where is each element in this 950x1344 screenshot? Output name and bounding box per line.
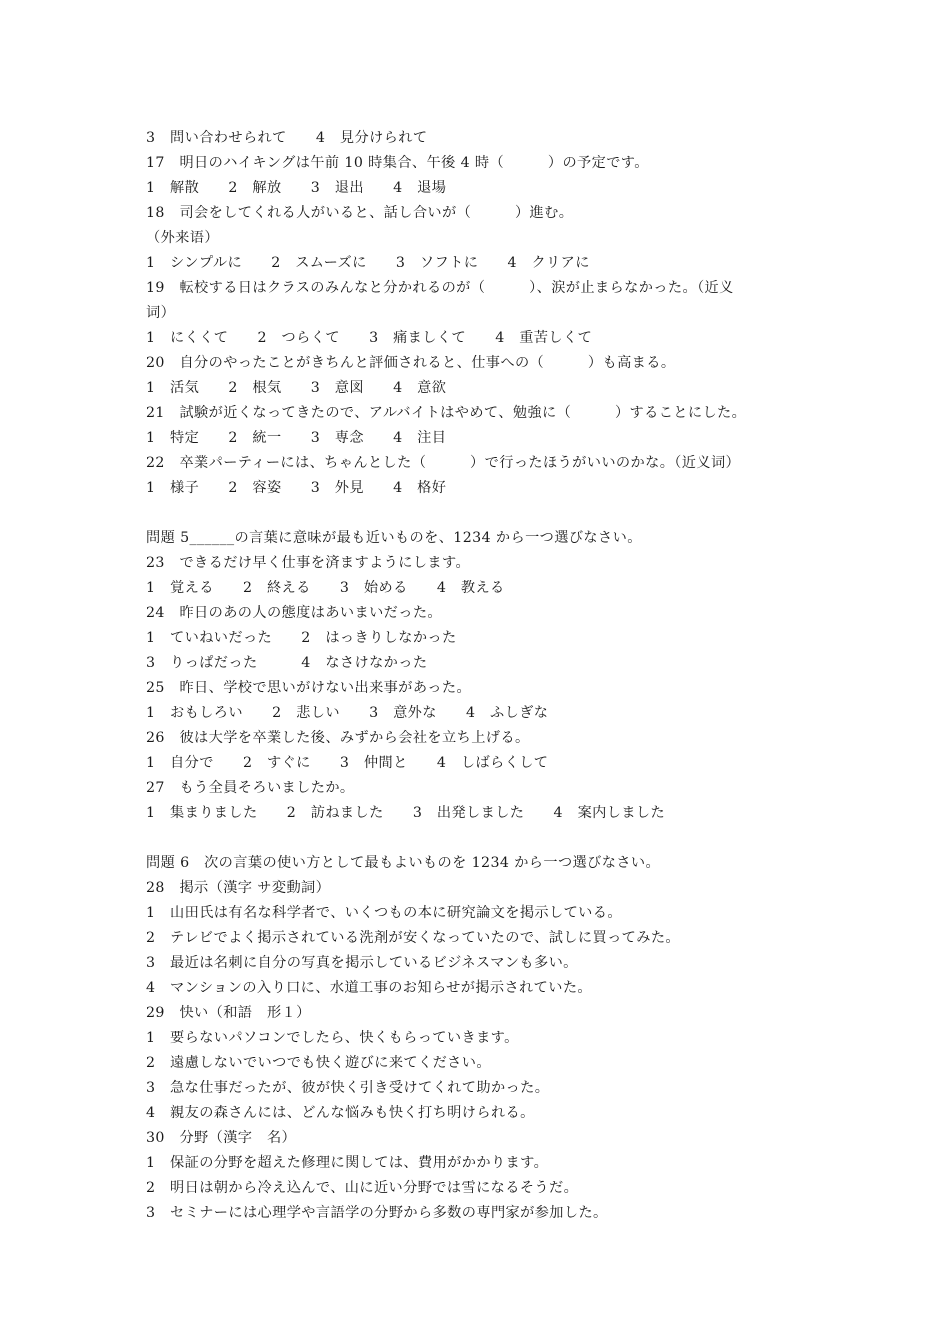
option-q29-4: 4 親友の森さんには、どんな悩みも快く打ち明けられる。: [146, 1105, 535, 1121]
question-27: 27 もう全員そろいましたか。: [146, 780, 355, 796]
option-q29-3: 3 急な仕事だったが、彼が快く引き受けてくれて助かった。: [146, 1080, 550, 1096]
option-q30-2: 2 明日は朝から冷え込んで、山に近い分野では雪になるそうだ。: [146, 1180, 579, 1196]
option-line-q16: 3 問い合わせられて 4 見分けられて: [146, 130, 428, 146]
options-q25: 1 おもしろい 2 悲しい 3 意外な 4 ふしぎな: [146, 705, 549, 721]
question-20: 20 自分のやったことがきちんと評価されると、仕事への（ ）も高まる。: [146, 355, 676, 371]
option-q30-3: 3 セミナーには心理学や言語学の分野から多数の専門家が参加した。: [146, 1205, 608, 1221]
option-q29-2: 2 遠慮しないでいつでも快く遊びに来てください。: [146, 1055, 491, 1071]
options-q24-b: 3 りっぱだった 4 なさけなかった: [146, 655, 428, 671]
options-q23: 1 覚える 2 終える 3 始める 4 教える: [146, 580, 505, 596]
option-q28-4: 4 マンションの入り口に、水道工事のお知らせが掲示されていた。: [146, 980, 592, 996]
question-24: 24 昨日のあの人の態度はあいまいだった。: [146, 605, 443, 621]
options-q24-a: 1 ていねいだった 2 はっきりしなかった: [146, 630, 457, 646]
option-q29-1: 1 要らないパソコンでしたら、快くもらっていきます。: [146, 1030, 519, 1046]
question-19: 19 転校する日はクラスのみんなと分かれるのが（ ）、涙が止まらなかった。（近义: [146, 280, 734, 296]
section-6-heading: 問題 6 次の言葉の使い方として最もよいものを 1234 から一つ選びなさい。: [146, 855, 661, 871]
question-21: 21 試験が近くなってきたので、アルバイトはやめて、勉強に（ ）することにした。: [146, 405, 747, 421]
options-q22: 1 様子 2 容姿 3 外見 4 格好: [146, 480, 447, 496]
question-18: 18 司会をしてくれる人がいると、話し合いが（ ）進む。: [146, 205, 574, 221]
option-q28-3: 3 最近は名刺に自分の写真を掲示しているビジネスマンも多い。: [146, 955, 578, 971]
option-q30-1: 1 保証の分野を超えた修理に関しては、費用がかかります。: [146, 1155, 549, 1171]
section-gap: [146, 826, 826, 851]
question-22: 22 卒業パーティーには、ちゃんとした（ ）で行ったほうがいいのかな。（近义词）: [146, 455, 741, 471]
options-q18: 1 シンプルに 2 スムーズに 3 ソフトに 4 クリアに: [146, 255, 590, 271]
options-q20: 1 活気 2 根気 3 意図 4 意欲: [146, 380, 447, 396]
question-25: 25 昨日、学校で思いがけない出来事があった。: [146, 680, 472, 696]
document-page: [146, 126, 826, 1226]
section-gap: [146, 501, 826, 526]
question-17: 17 明日のハイキングは午前 10 時集合、午後 4 時（ ）の予定です。: [146, 155, 649, 171]
options-q21: 1 特定 2 統一 3 専念 4 注目: [146, 430, 447, 446]
options-q26: 1 自分で 2 すぐに 3 仲間と 4 しばらくして: [146, 755, 549, 771]
option-q28-2: 2 テレビでよく掲示されている洗剤が安くなっていたので、試しに買ってみた。: [146, 930, 681, 946]
question-29: 29 快い（和語 形１）: [146, 1005, 311, 1021]
question-19-cont: 词）: [146, 305, 176, 321]
options-q27: 1 集まりました 2 訪ねました 3 出発しました 4 案内しました: [146, 805, 666, 821]
section-5-heading: 問題 5______の言葉に意味が最も近いものを、1234 から一つ選びなさい。: [146, 530, 642, 546]
question-18-note: （外来语）: [146, 230, 219, 246]
options-q17: 1 解散 2 解放 3 退出 4 退場: [146, 180, 447, 196]
question-28: 28 掲示（漢字 サ変動詞）: [146, 880, 331, 896]
question-23: 23 できるだけ早く仕事を済ますようにします。: [146, 555, 471, 571]
question-30: 30 分野（漢字 名）: [146, 1130, 297, 1146]
option-q28-1: 1 山田氏は有名な科学者で、いくつもの本に研究論文を掲示している。: [146, 905, 622, 921]
question-26: 26 彼は大学を卒業した後、みずから会社を立ち上げる。: [146, 730, 530, 746]
options-q19: 1 にくくて 2 つらくて 3 痛ましくて 4 重苦しくて: [146, 330, 593, 346]
